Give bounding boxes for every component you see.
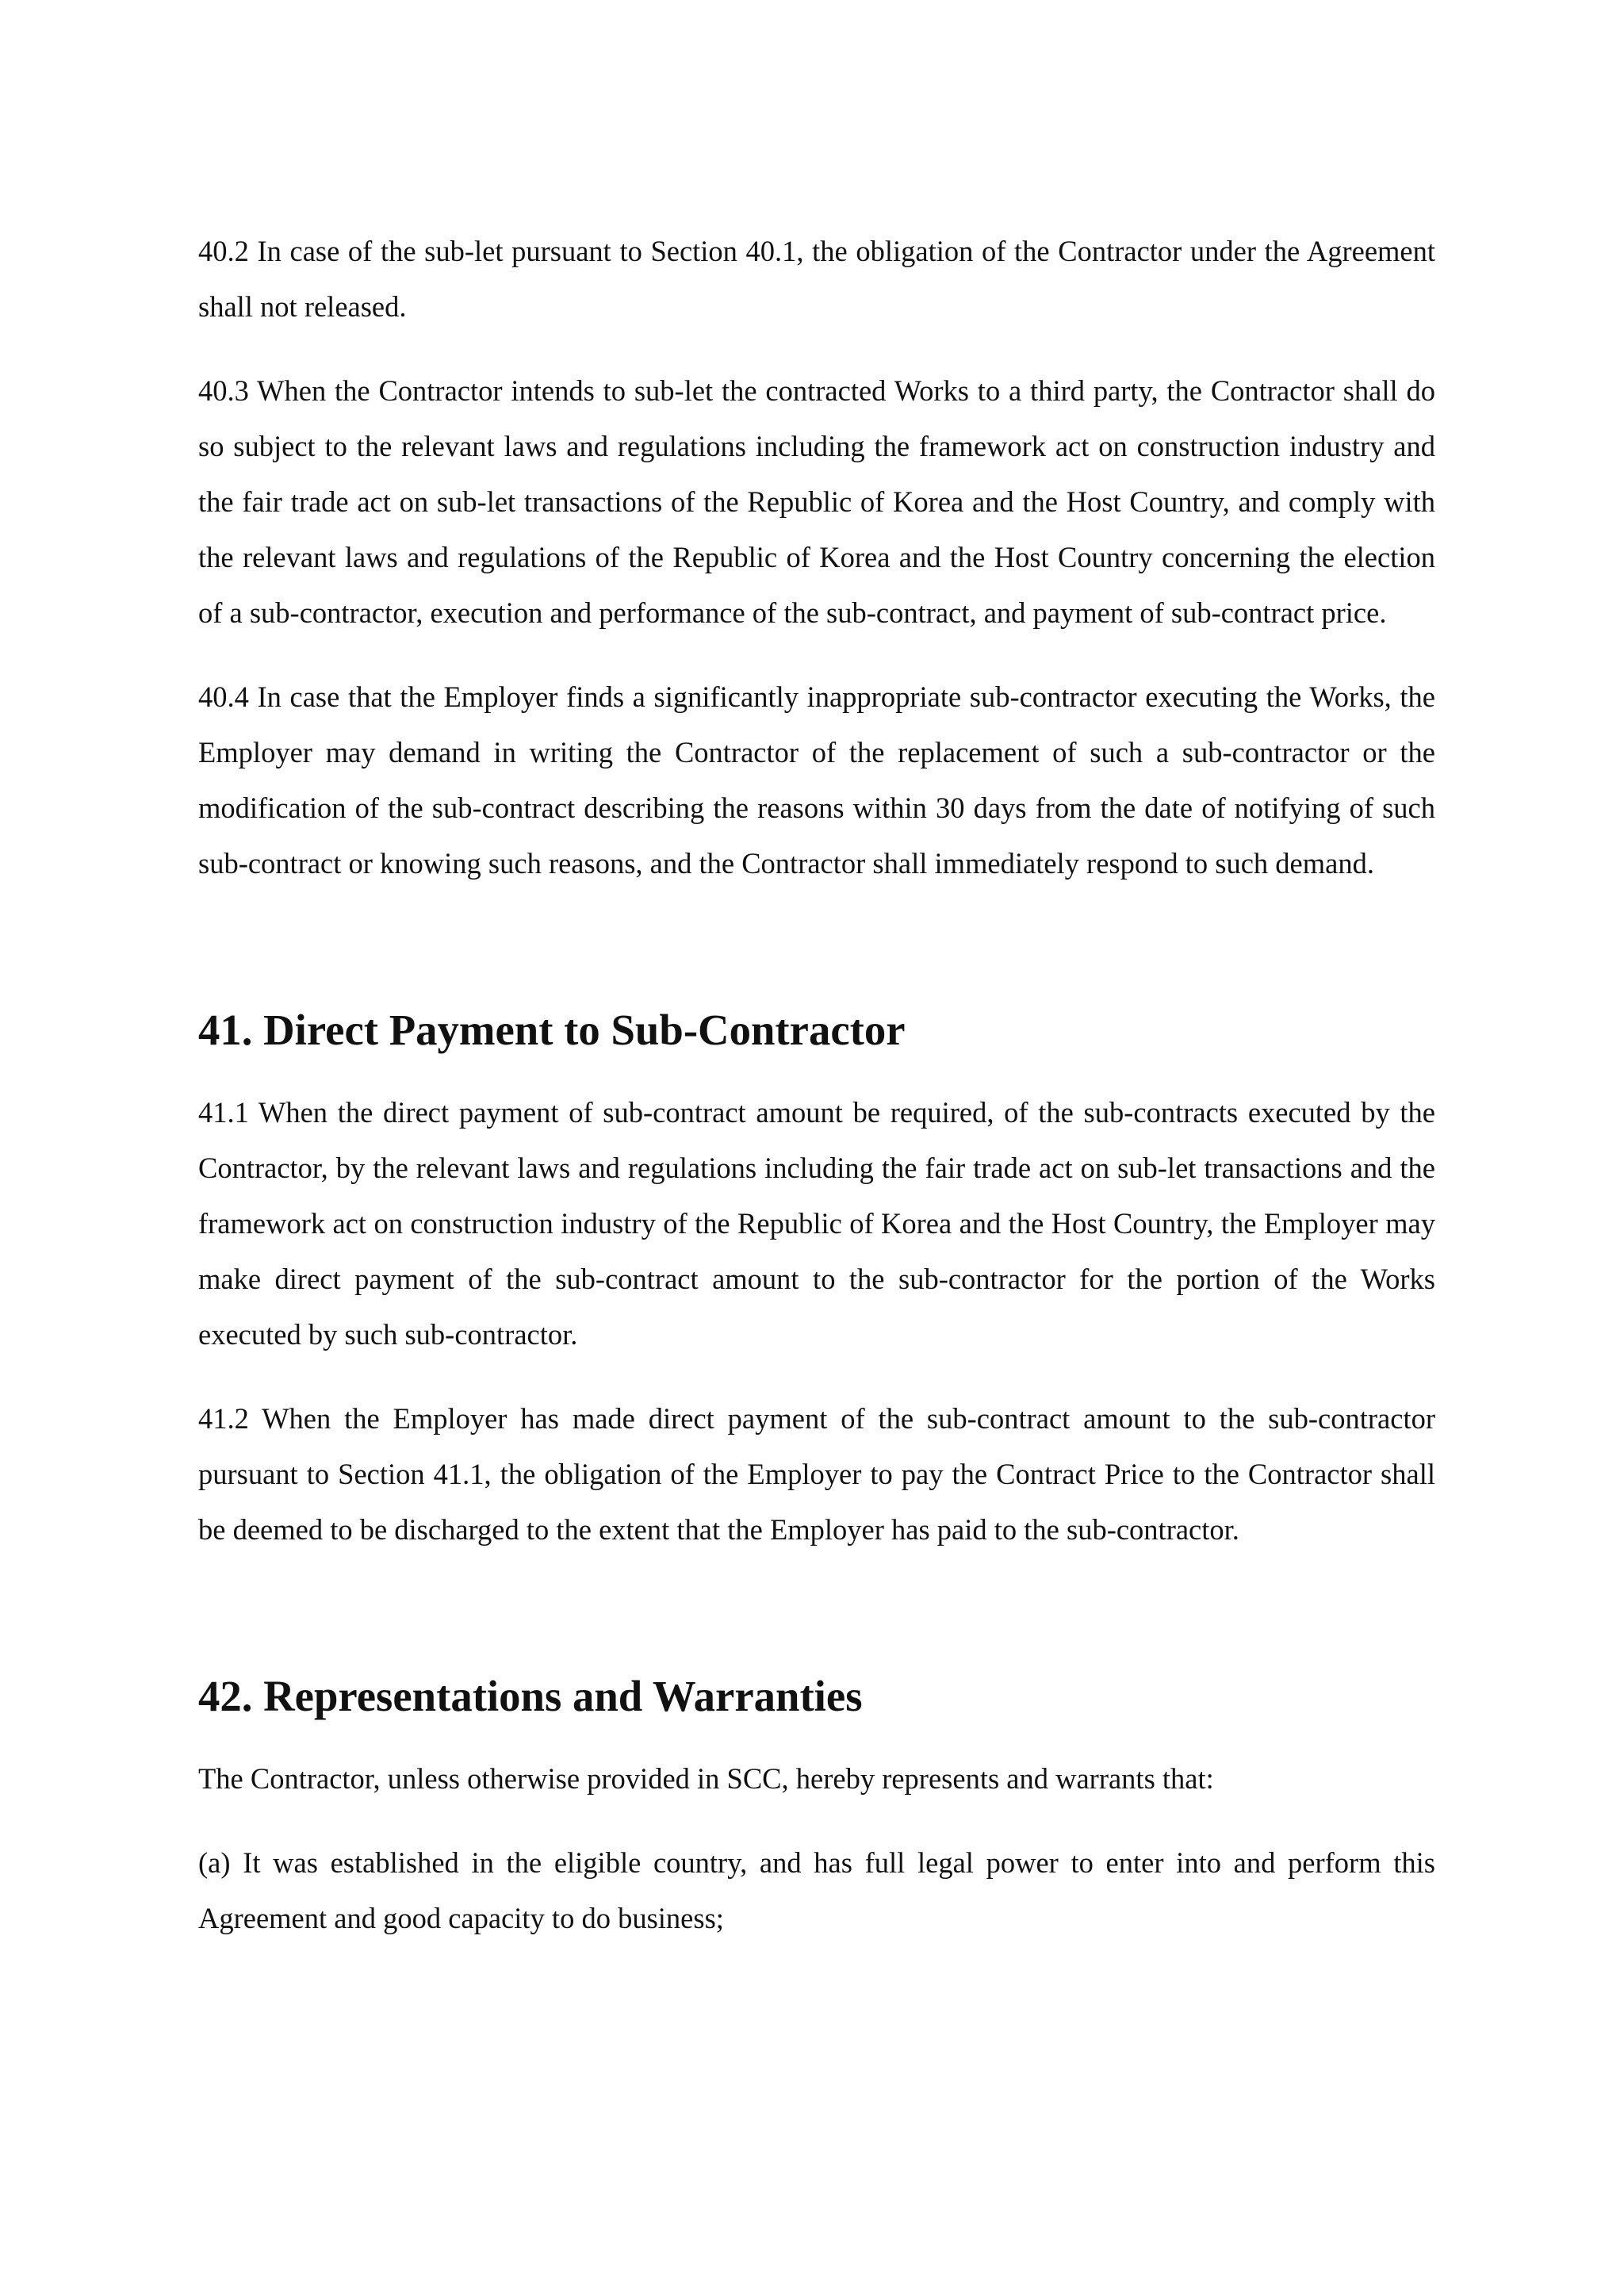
clause-41-2: 41.2 When the Employer has made direct payment of the sub-contract amount to the sub-contractor pursuant to Section 41.1, the obligation of the Employer to pay the Contract Price to the Contractor shall be deemed to be discharged to the extent that the Employer has paid to the sub-contractor. — [198, 1402, 1435, 1546]
section-41-heading: 41. Direct Payment to Sub-Contractor — [198, 1006, 906, 1054]
section-42-intro: The Contractor, unless otherwise provided in SCC, hereby represents and warrants that: — [198, 1762, 1214, 1795]
page-content — [198, 224, 1435, 1946]
clause-40-3: 40.3 When the Contractor intends to sub-let the contracted Works to a third party, the Contractor shall do so subject to the relevant laws and regulations including the framework act on construction industry and the fair trade act on sub-let transactions of the Republic of Korea and the Host Country, and comply with the relevant laws and regulations of the Republic of Korea and the Host Country concerning the election of a sub-contractor, execution and performance of the sub-contract, and payment of sub-contract price. — [198, 374, 1435, 629]
clause-40-4: 40.4 In case that the Employer finds a significantly inappropriate sub-contractor executing the Works, the Employer may demand in writing the Contractor of the replacement of such a sub-contractor or the modification of the sub-contract describing the reasons within 30 days from the date of notifying of such sub-contract or knowing such reasons, and the Contractor shall immediately respond to such demand. — [198, 680, 1435, 880]
section-42-heading: 42. Representations and Warranties — [198, 1672, 863, 1720]
clause-40-2: 40.2 In case of the sub-let pursuant to Section 40.1, the obligation of the Contractor under the Agreement shall not released. — [198, 235, 1435, 323]
clause-42-item-a: (a) It was established in the eligible country, and has full legal power to enter into and perform this Agreement and good capacity to do business; — [198, 1846, 1435, 1934]
clause-41-1: 41.1 When the direct payment of sub-contract amount be required, of the sub-contracts executed by the Contractor, by the relevant laws and regulations including the fair trade act on sub-let transactions and the framework act on construction industry of the Republic of Korea and the Host Country, the Employer may make direct payment of the sub-contract amount to the sub-contractor for the portion of the Works executed by such sub-contractor. — [198, 1096, 1435, 1351]
